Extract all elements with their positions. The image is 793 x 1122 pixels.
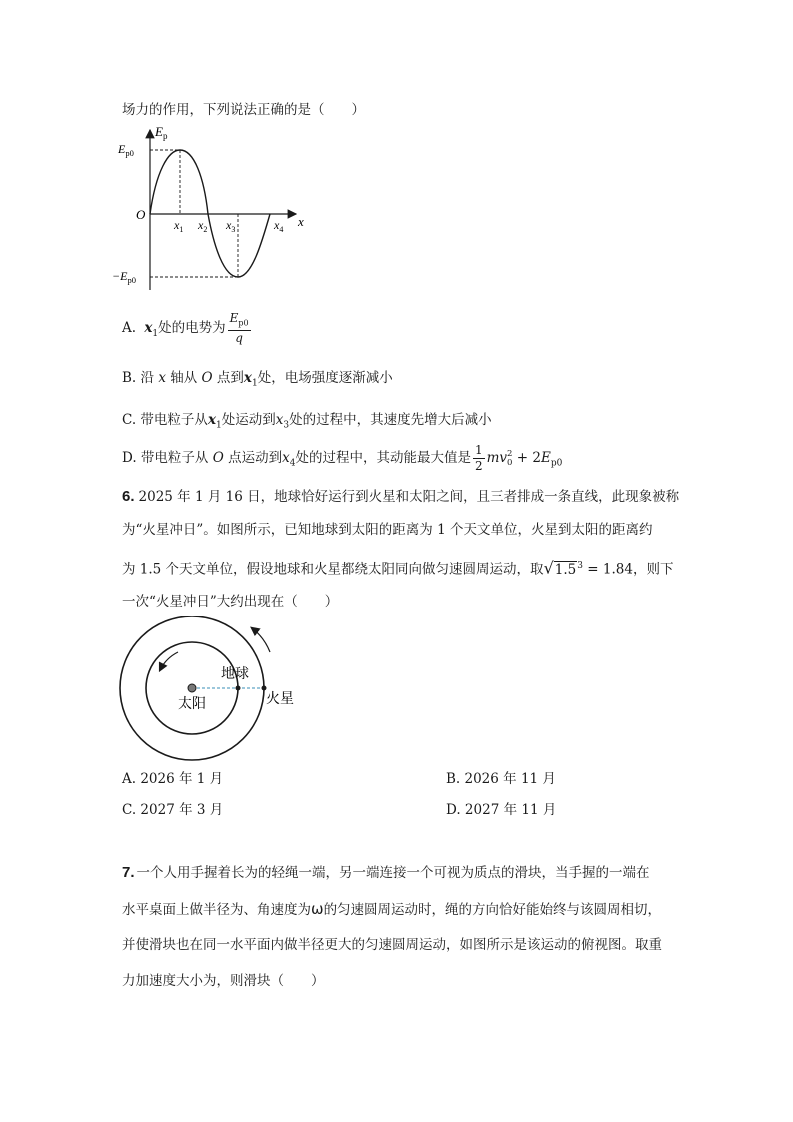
mars-dot: [262, 686, 267, 691]
mars-label: 火星: [266, 692, 294, 707]
q7-line-2: 水平桌面上做半径为、角速度为ω的匀速圆周运动时，绳的方向恰好能始终与该圆周相切，: [122, 900, 662, 918]
y-axis-label: E: [155, 124, 163, 139]
sun-label: 太阳: [178, 697, 206, 712]
q7-line-3: 并使滑块也在同一水平面内做半径更大的匀速圆周运动，如图所示是该运动的俯视图。取重: [122, 937, 662, 953]
svg-text:−Ep0: $-E_{p0}$: [112, 269, 136, 285]
sun-dot: [188, 684, 196, 692]
q6-number: 6.: [122, 488, 135, 505]
q5-intro: 场力的作用，下列说法正确的是（ ）: [122, 102, 365, 118]
svg-text:Ep: $E_p$: [155, 124, 168, 141]
inner-rotation-arrow: [160, 652, 178, 670]
q5-option-b[interactable]: B. 沿 x 轴从 O 点到$x_1$处，电场强度逐渐减小: [122, 370, 393, 389]
x-axis-label: x: [298, 214, 304, 229]
q6-option-b[interactable]: B. 2026 年 11 月: [446, 771, 556, 787]
q5-option-a[interactable]: A. $x_1$处的电势为 $\frac{E_{p0}}{q}$: [122, 311, 249, 346]
earth-dot: [236, 686, 241, 691]
q7-line-1: 7. 一个人用手握着长为的轻绳一端，另一端连接一个可视为质点的滑块，当手握的一端在: [122, 864, 650, 881]
svg-text:x2: $x_2$: [198, 218, 208, 234]
origin-label: O: [136, 207, 146, 222]
q5-option-d[interactable]: D. 带电粒子从 O 点运动到$x_4$处的过程中，其动能最大值是 $\frac{1}{2}$ mv 2 0 + $2E_{p0}$: [122, 443, 563, 473]
x4-label: x: [274, 218, 280, 232]
q5-option-c[interactable]: C. 带电粒子从$x_1$处运动到$x_3$处的过程中，其速度先增大后减小: [122, 412, 492, 431]
x2-label: x: [198, 218, 204, 232]
orbit-diagram: [118, 616, 318, 764]
q7-number: 7.: [122, 864, 135, 881]
ep-x-graph: [112, 122, 312, 294]
q6-option-d[interactable]: D. 2027 年 11 月: [446, 802, 557, 818]
earth-label: 地球: [221, 667, 249, 682]
x1-label: x: [174, 218, 180, 232]
svg-text:x4: $x_4$: [274, 218, 284, 234]
svg-text:x1: $x_1$: [174, 218, 184, 234]
q7-line-4: 力加速度大小为，则滑块（ ）: [122, 973, 325, 989]
svg-text:x3: $x_3$: [226, 218, 236, 234]
svg-text:Ep0: $E_{p0}$: [118, 142, 134, 158]
x3-label: x: [226, 218, 232, 232]
q6-line-4: 一次“火星冲日”大约出现在（ ）: [122, 594, 339, 610]
q6-line-2: 为“火星冲日”。如图所示，已知地球到太阳的距离为 1 个天文单位，火星到太阳的距离约: [122, 522, 653, 538]
q6-line-1: 6. 2025 年 1 月 16 日，地球恰好运行到火星和太阳之间，且三者排成一条直线，此现象被称: [122, 488, 680, 505]
q6-line-3: 为 1.5 个天文单位，假设地球和火星都绕太阳同向做匀速圆周运动，取$√1.5^3 = 1.84$，则下: [122, 558, 674, 578]
ep0-label: E: [118, 142, 126, 156]
outer-rotation-arrow: [252, 628, 270, 652]
neg-ep0-label: −E: [112, 269, 128, 283]
q6-option-c[interactable]: C. 2027 年 3 月: [122, 802, 224, 818]
q6-option-a[interactable]: A. 2026 年 1 月: [122, 771, 224, 787]
